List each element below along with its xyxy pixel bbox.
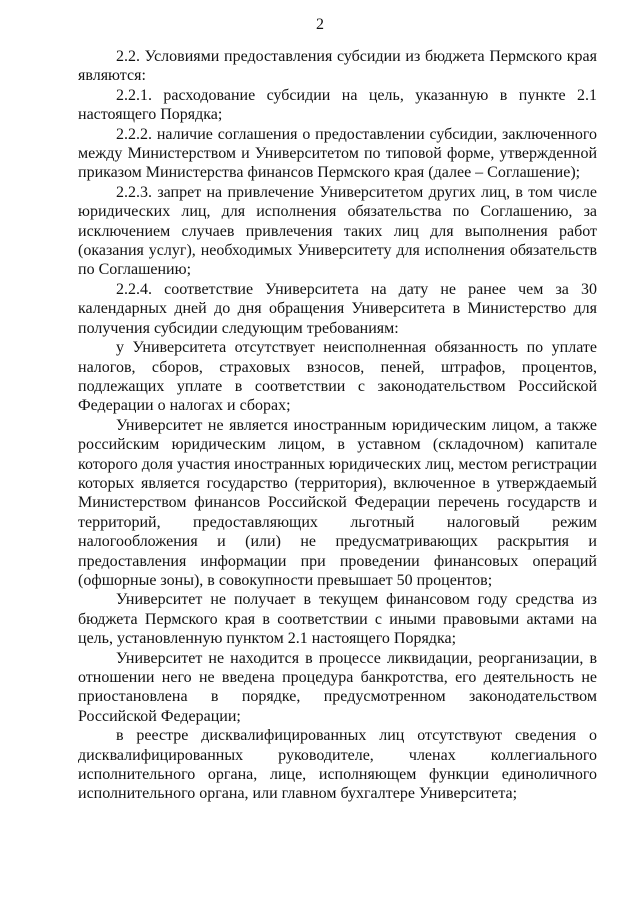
document-body: [78, 47, 597, 804]
paragraph-2-2-2: 2.2.2. наличие соглашения о предоставлении субсидии, заключенного между Министерством и Университетом по типовой форме, утвержденной приказом Министерства финансов Пермского края (далее – Соглашение);: [78, 125, 597, 182]
requirement-not-foreign-entity: Университет не является иностранным юридическим лицом, а также российским юридическим лицом, в уставном (складочном) капитале которого доля участия иностранных юридических лиц, местом регистрации которых является государство (территория), включенное в утверждаемый Министерством финансов Российской Федерации перечень государств и территорий, предоставляющих льготный налоговый режим налогообложения и (или) не предусматривающих раскрытия и предоставления информации при проведении финансовых операций (офшорные зоны), в совокупности превышает 50 процентов;: [78, 416, 597, 589]
paragraph-2-2-4: 2.2.4. соответствие Университета на дату не ранее чем за 30 календарных дней до дня обращения Университета в Министерство для получения субсидии следующим требованиям:: [78, 280, 597, 337]
requirement-not-in-liquidation: Университет не находится в процессе ликвидации, реорганизации, в отношении него не введена процедура банкротства, его деятельность не приостановлена в порядке, предусмотренном законодательством Российской Федерации;: [78, 649, 597, 725]
paragraph-2-2: 2.2. Условиями предоставления субсидии из бюджета Пермского края являются:: [78, 48, 597, 85]
requirement-no-tax-debt: у Университета отсутствует неисполненная обязанность по уплате налогов, сборов, страховых взносов, пеней, штрафов, процентов, подлежащих уплате в соответствии с законодательством Российской Федерации о налогах и сборах;: [78, 339, 597, 415]
requirement-no-disqualified-persons: в реестре дисквалифицированных лиц отсутствуют сведения о дисквалифицированных руководителе, членах коллегиального исполнительного органа, лице, исполняющем функции единоличного исполнительного органа, или главном бухгалтере Университета;: [78, 727, 597, 803]
paragraph-2-2-3: 2.2.3. запрет на привлечение Университетом других лиц, в том числе юридических лиц, для исполнения обязательства по Соглашению, за исключением случаев привлечения таких лиц для выполнения работ (оказания услуг), необходимых Университету для исполнения обязательств по Соглашению;: [78, 183, 597, 279]
paragraph-2-2-1: 2.2.1. расходование субсидии на цель, указанную в пункте 2.1 настоящего Порядка;: [78, 86, 597, 124]
page-number: 2: [316, 16, 324, 33]
requirement-no-other-funds: Университет не получает в текущем финансовом году средства из бюджета Пермского края в соответствии с иными правовыми актами на цель, установленную пунктом 2.1 настоящего Порядка;: [78, 591, 597, 648]
